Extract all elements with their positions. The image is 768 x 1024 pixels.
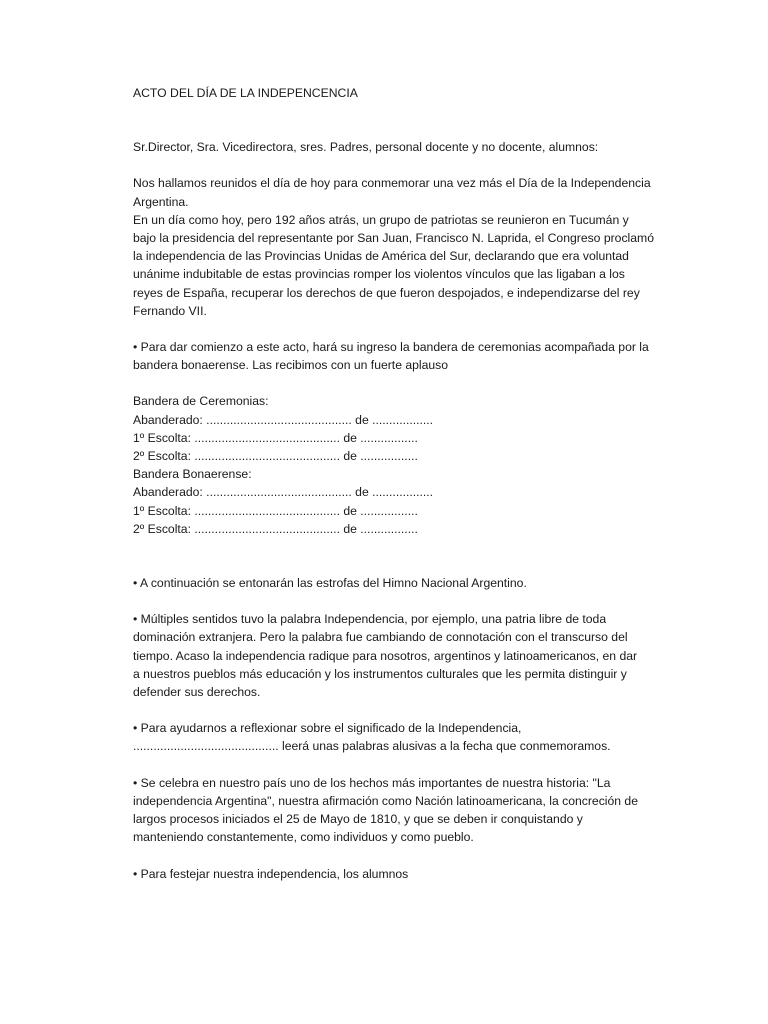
text-line: bajo la presidencia del representante por San Juan, Francisco N. Laprida, el Congreso proclamó (133, 231, 654, 246)
meanings-paragraph (133, 610, 643, 701)
text-line: • Para ayudarnos a reflexionar sobre el significado de la Independencia, (133, 721, 522, 736)
text-line: independencia Argentina", nuestra afirmación como Nación latinoamericana, la concreción de (133, 793, 638, 808)
spacer (133, 374, 643, 392)
flag-escort-line: 2º Escolta: ........................................... de ................. (133, 521, 418, 536)
flag-heading: Bandera de Ceremonias: (133, 394, 269, 409)
reflection-paragraph (133, 719, 643, 755)
text-line: la independencia de las Provincias Unidas de América del Sur, declarando que era voluntad (133, 249, 629, 264)
text-line: En un día como hoy, pero 192 años atrás, un grupo de patriotas se reunieron en Tucumán y (133, 212, 629, 227)
text-line: Nos hallamos reunidos el día de hoy para conmemorar una vez más el Día de la Independencia (133, 176, 651, 191)
text-line: ........................................... leerá unas palabras alusivas a la fecha que conmemoramos. (133, 739, 611, 754)
spacer (133, 538, 643, 574)
text-line: manteniendo constantemente, como individuos y como pueblo. (133, 830, 474, 845)
text-line: • Para dar comienzo a este acto, hará su ingreso la bandera de ceremonias acompañada por la (133, 340, 649, 355)
flags-list (133, 392, 643, 538)
flag-escort-line: 2º Escolta: ........................................... de ................. (133, 449, 418, 464)
text-line: reyes de España, recuperar los derechos de que fueron despojados, e independizarse del rey (133, 285, 640, 300)
intro-paragraph (133, 174, 654, 320)
text-line: unánime indubitable de estas provincias romper los violentos vínculos que las ligaban a los (133, 267, 625, 282)
flags-entry-paragraph (133, 338, 649, 374)
document-title: ACTO DEL DÍA DE LA INDEPENCENCIA (133, 86, 358, 100)
spacer (133, 320, 643, 338)
text-line: • Se celebra en nuestro país uno de los hechos más importantes de nuestra historia: "La (133, 775, 611, 790)
text-line: Fernando VII. (133, 303, 207, 318)
flag-escort-line: 1º Escolta: ........................................... de ................. (133, 430, 418, 445)
closing-paragraph: • Para festejar nuestra independencia, los alumnos (133, 866, 409, 881)
text-line: Argentina. (133, 194, 189, 209)
celebration-paragraph (133, 774, 643, 847)
spacer (133, 156, 643, 174)
flag-bearer-line: Abanderado: ........................................... de .................. (133, 412, 434, 427)
text-line: tiempo. Acaso la independencia radique para nosotros, argentinos y latinoamericanos, en dar (133, 648, 638, 663)
text-line: defender sus derechos. (133, 685, 261, 700)
flag-heading: Bandera Bonaerense: (133, 467, 252, 482)
spacer (133, 102, 643, 138)
text-line: a nuestros pueblos más educación y los instrumentos culturales que les permita distinguir y (133, 666, 627, 681)
text-line: dominación extranjera. Pero la palabra fue cambiando de connotación con el transcurso del (133, 630, 628, 645)
anthem-paragraph: • A continuación se entonarán las estrofas del Himno Nacional Argentino. (133, 576, 527, 591)
text-line: largos procesos iniciados el 25 de Mayo de 1810, y que se deben ir conquistando y (133, 812, 583, 827)
flag-escort-line: 1º Escolta: ........................................... de ................. (133, 503, 418, 518)
flag-bearer-line: Abanderado: ........................................... de .................. (133, 485, 434, 500)
text-line: • Múltiples sentidos tuvo la palabra Independencia, por ejemplo, una patria libre de toda (133, 612, 607, 627)
spacer (133, 756, 643, 774)
text-line: bandera bonaerense. Las recibimos con un fuerte aplauso (133, 358, 449, 373)
spacer (133, 701, 643, 719)
document-body (133, 84, 654, 883)
spacer (133, 592, 643, 610)
greeting: Sr.Director, Sra. Vicedirectora, sres. Padres, personal docente y no docente, alumnos: (133, 140, 599, 155)
spacer (133, 847, 643, 865)
